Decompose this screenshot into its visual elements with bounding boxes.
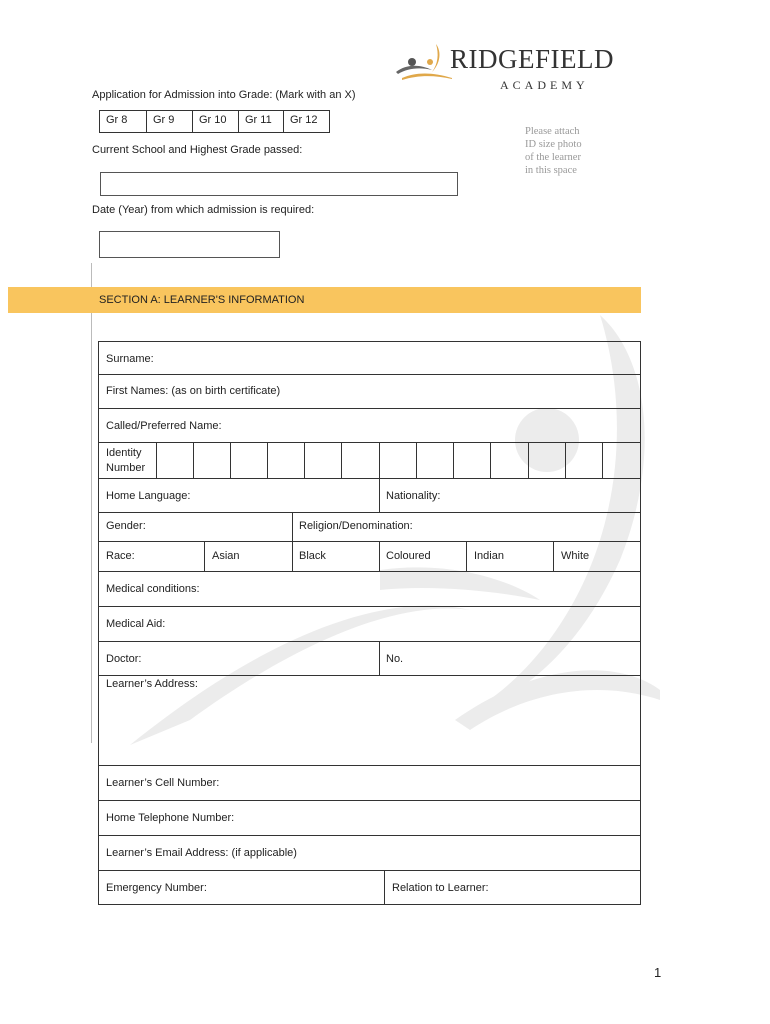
admission-date-label: Date (Year) from which admission is required: <box>92 204 315 216</box>
religion-label: Religion/Denomination: <box>299 520 413 532</box>
email-label: Learner’s Email Address: (if applicable) <box>106 847 297 859</box>
home-language-label: Home Language: <box>106 490 191 502</box>
current-school-input[interactable] <box>100 172 458 196</box>
surname-label: Surname: <box>106 353 154 365</box>
home-telephone-label: Home Telephone Number: <box>106 812 235 824</box>
relation-label: Relation to Learner: <box>392 882 489 894</box>
section-a-title: SECTION A: LEARNER'S INFORMATION <box>99 294 305 306</box>
first-names-label: First Names: (as on birth certificate) <box>106 385 281 397</box>
race-option-asian[interactable]: Asian <box>212 550 240 562</box>
race-label: Race: <box>106 550 135 562</box>
grade-prompt: Application for Admission into Grade: (Mark with an X) <box>92 89 356 101</box>
grade-option-12[interactable]: Gr 12 <box>284 111 330 133</box>
preferred-name-label: Called/Preferred Name: <box>106 420 222 432</box>
emergency-number-label: Emergency Number: <box>106 882 207 894</box>
academy-subtitle: ACADEMY <box>500 78 589 92</box>
identity-number-label: Identity Number <box>106 447 146 474</box>
grade-option-9[interactable]: Gr 9 <box>147 111 193 133</box>
photo-instruction: Please attach ID size photo of the learner in this space <box>525 126 582 176</box>
grade-option-8[interactable]: Gr 8 <box>100 111 147 133</box>
section-a-header <box>8 287 641 313</box>
grade-option-11[interactable]: Gr 11 <box>239 111 284 133</box>
doctor-number-label: No. <box>386 653 404 665</box>
race-option-white[interactable]: White <box>561 550 590 562</box>
page-number: 1 <box>654 965 662 980</box>
race-option-indian[interactable]: Indian <box>474 550 504 562</box>
gender-label: Gender: <box>106 520 146 532</box>
cell-number-label: Learner’s Cell Number: <box>106 777 220 789</box>
medical-aid-label: Medical Aid: <box>106 618 166 630</box>
grade-option-10[interactable]: Gr 10 <box>193 111 239 133</box>
academy-logo-icon <box>392 42 454 84</box>
margin-line <box>91 263 92 743</box>
address-label: Learner’s Address: <box>106 678 198 690</box>
academy-name: RIDGEFIELD <box>450 44 614 74</box>
grade-selection-table <box>99 110 330 133</box>
doctor-label: Doctor: <box>106 653 142 665</box>
admission-date-input[interactable] <box>99 231 280 258</box>
medical-conditions-label: Medical conditions: <box>106 583 200 595</box>
nationality-label: Nationality: <box>386 490 441 502</box>
race-option-black[interactable]: Black <box>299 550 326 562</box>
current-school-label: Current School and Highest Grade passed: <box>92 144 303 156</box>
learner-information-form <box>98 341 641 905</box>
race-option-coloured[interactable]: Coloured <box>386 550 431 562</box>
